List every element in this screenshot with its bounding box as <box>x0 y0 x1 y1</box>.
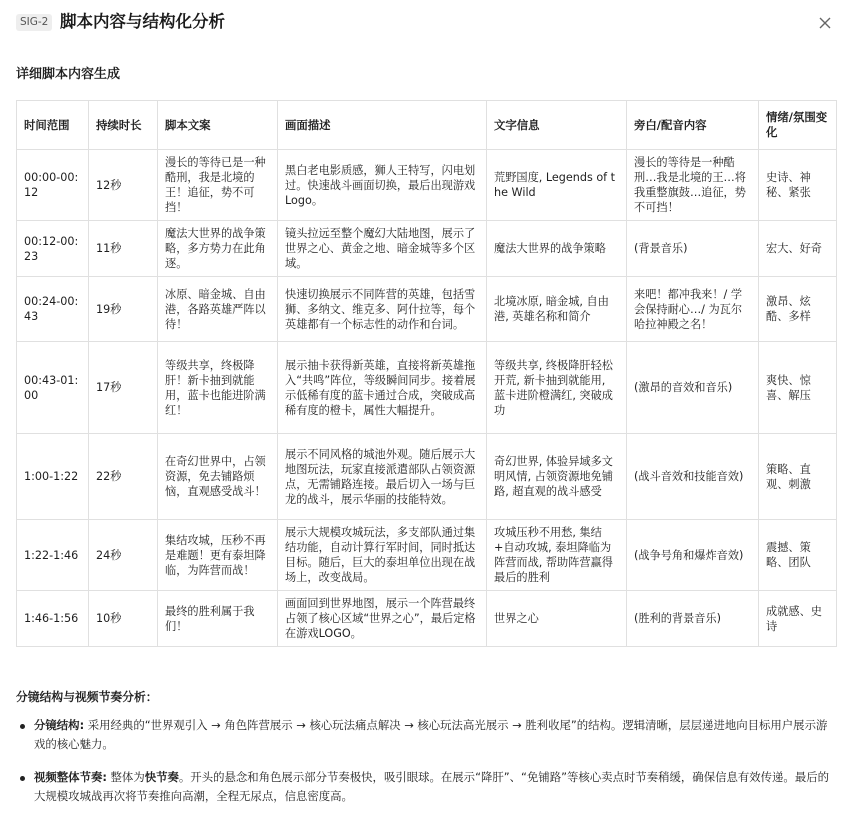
section-heading: 详细脚本内容生成 <box>16 67 121 82</box>
table-cell: 12秒 <box>89 150 158 221</box>
table-cell: 1:00-1:22 <box>17 434 89 520</box>
analysis-list <box>16 716 838 820</box>
bullet-emphasis: 快节奏 <box>144 770 179 784</box>
table-cell: 爽快、惊喜、解压 <box>759 342 837 434</box>
table-cell: 来吧！都冲我来！/ 学会保持耐心…/ 为瓦尔哈拉神殿之名！ <box>627 277 759 342</box>
table-cell: 奇幻世界, 体验异域多文明风情, 占领资源地免铺路, 超直观的战斗感受 <box>487 434 627 520</box>
table-row <box>17 342 837 434</box>
column-header: 文字信息 <box>487 101 627 150</box>
list-item <box>16 768 838 806</box>
table-row <box>17 591 837 647</box>
table-cell: 荒野国度, Legends of the Wild <box>487 150 627 221</box>
table-row <box>17 221 837 277</box>
table-cell: 魔法大世界的战争策略 <box>487 221 627 277</box>
table-cell: 等级共享, 终极降肝轻松开荒, 新卡抽到就能用, 蓝卡进阶橙满红, 突破成功 <box>487 342 627 434</box>
column-header: 持续时长 <box>89 101 158 150</box>
table-cell: 北境冰原, 暗金城, 自由港, 英雄名称和简介 <box>487 277 627 342</box>
table-cell: 00:24-00:43 <box>17 277 89 342</box>
modal-header <box>0 0 847 46</box>
table-cell: 成就感、史诗 <box>759 591 837 647</box>
table-cell: 等级共享，终极降肝！新卡抽到就能用，蓝卡也能进阶满红！ <box>158 342 278 434</box>
table-header-row <box>17 101 837 150</box>
table-cell: 魔法大世界的战争策略，多方势力在此角逐。 <box>158 221 278 277</box>
table-cell: 攻城压秒不用愁, 集结+自动攻城, 泰坦降临为阵营而战, 帮助阵营赢得最后的胜利 <box>487 520 627 591</box>
table-row <box>17 150 837 221</box>
table-cell: 展示抽卡获得新英雄，直接将新英雄拖入“共鸣”阵位，等级瞬间同步。接着展示低稀有度的蓝卡通过合成，突破成高稀有度的橙卡，属性大幅提升。 <box>278 342 487 434</box>
table-row <box>17 520 837 591</box>
list-item <box>16 716 838 754</box>
column-header: 旁白/配音内容 <box>627 101 759 150</box>
table-cell: 00:43-01:00 <box>17 342 89 434</box>
table-cell: 集结攻城，压秒不再是难题！更有泰坦降临，为阵营而战！ <box>158 520 278 591</box>
table-cell: 激昂、炫酷、多样 <box>759 277 837 342</box>
table-cell: (战斗音效和技能音效) <box>627 434 759 520</box>
column-header: 脚本文案 <box>158 101 278 150</box>
table-cell: 冰原、暗金城、自由港，各路英雄严阵以待！ <box>158 277 278 342</box>
table-cell: 镜头拉远至整个魔幻大陆地图，展示了世界之心、黄金之地、暗金城等多个区域。 <box>278 221 487 277</box>
section-tag: SIG-2 <box>16 14 52 31</box>
table-cell: 漫长的等待是一种酷刑…我是北境的王…将我重整旗鼓…追征，势不可挡！ <box>627 150 759 221</box>
close-icon[interactable] <box>815 13 835 33</box>
table-cell: 11秒 <box>89 221 158 277</box>
table-row <box>17 277 837 342</box>
modal-title: 脚本内容与结构化分析 <box>60 12 225 31</box>
table-cell: 19秒 <box>89 277 158 342</box>
bullet-label: 分镜结构: <box>34 718 85 732</box>
table-cell: 最终的胜利属于我们！ <box>158 591 278 647</box>
table-cell: 世界之心 <box>487 591 627 647</box>
table-cell: 展示大规模攻城玩法，多支部队通过集结功能，自动计算行军时间，同时抵达目标。随后，巨大的泰坦单位出现在战场上，改变战局。 <box>278 520 487 591</box>
table-cell: 展示不同风格的城池外观。随后展示大地图玩法，玩家直接派遣部队占领资源点，无需铺路连接。最后切入一场与巨龙的战斗，展示华丽的技能特效。 <box>278 434 487 520</box>
table-cell: (胜利的背景音乐) <box>627 591 759 647</box>
table-cell: 黑白老电影质感，狮人王特写，闪电划过。快速战斗画面切换，最后出现游戏Logo。 <box>278 150 487 221</box>
table-cell: 00:00-00:12 <box>17 150 89 221</box>
table-cell: (战争号角和爆炸音效) <box>627 520 759 591</box>
table-cell: 00:12-00:23 <box>17 221 89 277</box>
table-cell: 22秒 <box>89 434 158 520</box>
column-header: 时间范围 <box>17 101 89 150</box>
table-cell: 1:46-1:56 <box>17 591 89 647</box>
table-cell: 24秒 <box>89 520 158 591</box>
table-cell: (背景音乐) <box>627 221 759 277</box>
bullet-text: 整体为 <box>110 770 145 784</box>
table-cell: 10秒 <box>89 591 158 647</box>
table-cell: 策略、直观、刺激 <box>759 434 837 520</box>
bullet-text: 采用经典的“世界观引入 → 角色阵营展示 → 核心玩法痛点解决 → 核心玩法高光展示 → 胜利收尾”的结构。逻辑清晰，层层递进地向目标用户展示游戏的核心魅力。 <box>34 718 828 751</box>
table-cell: 画面回到世界地图，展示一个阵营最终占领了核心区域“世界之心”，最后定格在游戏LOGO。 <box>278 591 487 647</box>
column-header: 画面描述 <box>278 101 487 150</box>
table-cell: (激昂的音效和音乐) <box>627 342 759 434</box>
script-table <box>16 100 837 647</box>
table-row <box>17 434 837 520</box>
table-cell: 漫长的等待已是一种酷刑，我是北境的王！追征，势不可挡！ <box>158 150 278 221</box>
table-cell: 17秒 <box>89 342 158 434</box>
table-cell: 宏大、好奇 <box>759 221 837 277</box>
table-cell: 在奇幻世界中，占领资源，免去铺路烦恼，直观感受战斗！ <box>158 434 278 520</box>
analysis-heading: 分镜结构与视频节奏分析： <box>16 690 158 704</box>
bullet-label: 视频整体节奏: <box>34 770 107 784</box>
table-cell: 1:22-1:46 <box>17 520 89 591</box>
table-cell: 震撼、策略、团队 <box>759 520 837 591</box>
bullet-text: 。开头的悬念和角色展示部分节奏极快，吸引眼球。在展示“降肝”、“免铺路”等核心卖点时节奏稍缓，确保信息有效传递。最后的大规模攻城战再次将节奏推向高潮，全程无尿点，信息密度高。 <box>34 770 829 803</box>
column-header: 情绪/氛围变化 <box>759 101 837 150</box>
script-table-wrapper <box>16 100 836 647</box>
table-cell: 快速切换展示不同阵营的英雄，包括雪狮、多纳文、维克多、阿什拉等，每个英雄都有一个标志性的动作和台词。 <box>278 277 487 342</box>
table-cell: 史诗、神秘、紧张 <box>759 150 837 221</box>
